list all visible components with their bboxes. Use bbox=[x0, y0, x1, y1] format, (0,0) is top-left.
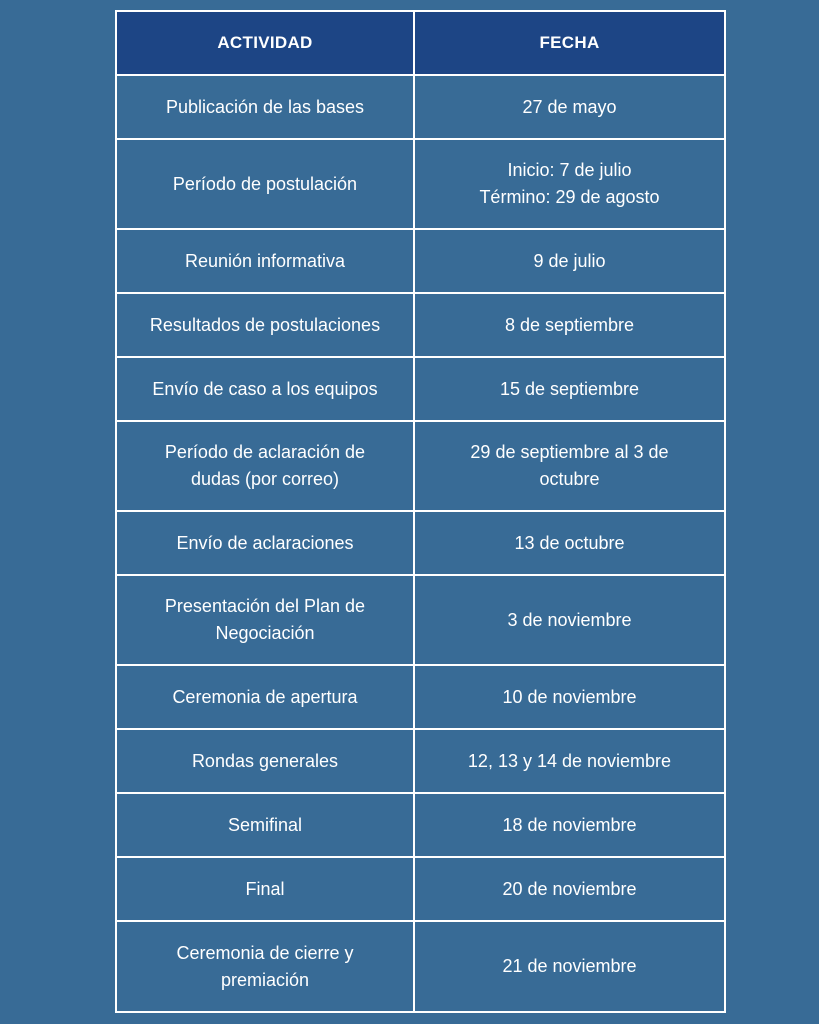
date-text: 15 de septiembre bbox=[499, 378, 640, 399]
table-row bbox=[116, 575, 725, 665]
date-cell bbox=[414, 229, 725, 293]
table-row bbox=[116, 511, 725, 575]
table-row bbox=[116, 665, 725, 729]
activity-cell bbox=[116, 575, 414, 665]
date-cell bbox=[414, 729, 725, 793]
date-cell bbox=[414, 793, 725, 857]
activity-text: Negociación bbox=[215, 623, 315, 643]
activity-cell bbox=[116, 921, 414, 1012]
date-text: 21 de noviembre bbox=[502, 956, 637, 976]
date-text: 29 de septiembre al 3 de bbox=[470, 442, 669, 462]
activity-cell bbox=[116, 75, 414, 139]
activity-cell bbox=[116, 421, 414, 511]
activity-cell bbox=[116, 229, 414, 293]
date-cell bbox=[414, 293, 725, 357]
activity-text: Reunión informativa bbox=[184, 250, 346, 271]
header-activity: ACTIVIDAD bbox=[116, 11, 414, 75]
date-cell bbox=[414, 139, 725, 229]
activity-text: Resultados de postulaciones bbox=[149, 314, 381, 335]
activity-text: Envío de caso a los equipos bbox=[152, 378, 378, 399]
activity-text: Ceremonia de apertura bbox=[172, 686, 358, 707]
activity-text: Publicación de las bases bbox=[165, 96, 365, 117]
activity-cell bbox=[116, 293, 414, 357]
activity-cell bbox=[116, 357, 414, 421]
date-cell bbox=[414, 357, 725, 421]
activity-text: Período de postulación bbox=[172, 173, 358, 194]
activity-cell bbox=[116, 139, 414, 229]
date-cell bbox=[414, 75, 725, 139]
activity-text: Presentación del Plan de bbox=[164, 596, 366, 616]
date-cell bbox=[414, 421, 725, 511]
date-text: 20 de noviembre bbox=[502, 878, 637, 899]
table-row bbox=[116, 75, 725, 139]
table-row bbox=[116, 293, 725, 357]
activity-text: dudas (por correo) bbox=[190, 469, 340, 489]
activity-cell bbox=[116, 729, 414, 793]
activity-text: premiación bbox=[220, 969, 310, 990]
table-row bbox=[116, 139, 725, 229]
date-text: 27 de mayo bbox=[522, 96, 617, 117]
date-text: 18 de noviembre bbox=[502, 814, 637, 835]
date-text: octubre bbox=[539, 469, 600, 489]
table-row bbox=[116, 729, 725, 793]
schedule-table bbox=[115, 10, 726, 1013]
date-cell bbox=[414, 921, 725, 1012]
activity-text: Período de aclaración de bbox=[164, 442, 366, 462]
activity-cell bbox=[116, 511, 414, 575]
date-text: 10 de noviembre bbox=[502, 686, 637, 707]
date-text: 8 de septiembre bbox=[504, 314, 635, 335]
date-cell bbox=[414, 665, 725, 729]
date-text: 9 de julio bbox=[533, 250, 606, 271]
activity-cell bbox=[116, 793, 414, 857]
date-text: Término: 29 de agosto bbox=[479, 187, 660, 207]
table-row bbox=[116, 421, 725, 511]
activity-cell bbox=[116, 857, 414, 921]
activity-text: Rondas generales bbox=[191, 750, 339, 771]
table-header-row bbox=[116, 11, 725, 75]
activity-cell bbox=[116, 665, 414, 729]
table-row bbox=[116, 921, 725, 1012]
date-text: 12, 13 y 14 de noviembre bbox=[467, 750, 672, 771]
date-cell bbox=[414, 511, 725, 575]
activity-text: Final bbox=[245, 878, 285, 899]
date-cell bbox=[414, 857, 725, 921]
activity-text: Semifinal bbox=[227, 814, 303, 835]
table-row bbox=[116, 357, 725, 421]
activity-text: Envío de aclaraciones bbox=[176, 532, 354, 553]
date-cell bbox=[414, 575, 725, 665]
date-text: 13 de octubre bbox=[514, 532, 625, 553]
table-row bbox=[116, 857, 725, 921]
header-date: FECHA bbox=[414, 11, 725, 75]
date-text: Inicio: 7 de julio bbox=[507, 160, 632, 180]
activity-text: Ceremonia de cierre y bbox=[176, 942, 354, 963]
table-row bbox=[116, 229, 725, 293]
date-text: 3 de noviembre bbox=[507, 609, 632, 630]
table-row bbox=[116, 793, 725, 857]
